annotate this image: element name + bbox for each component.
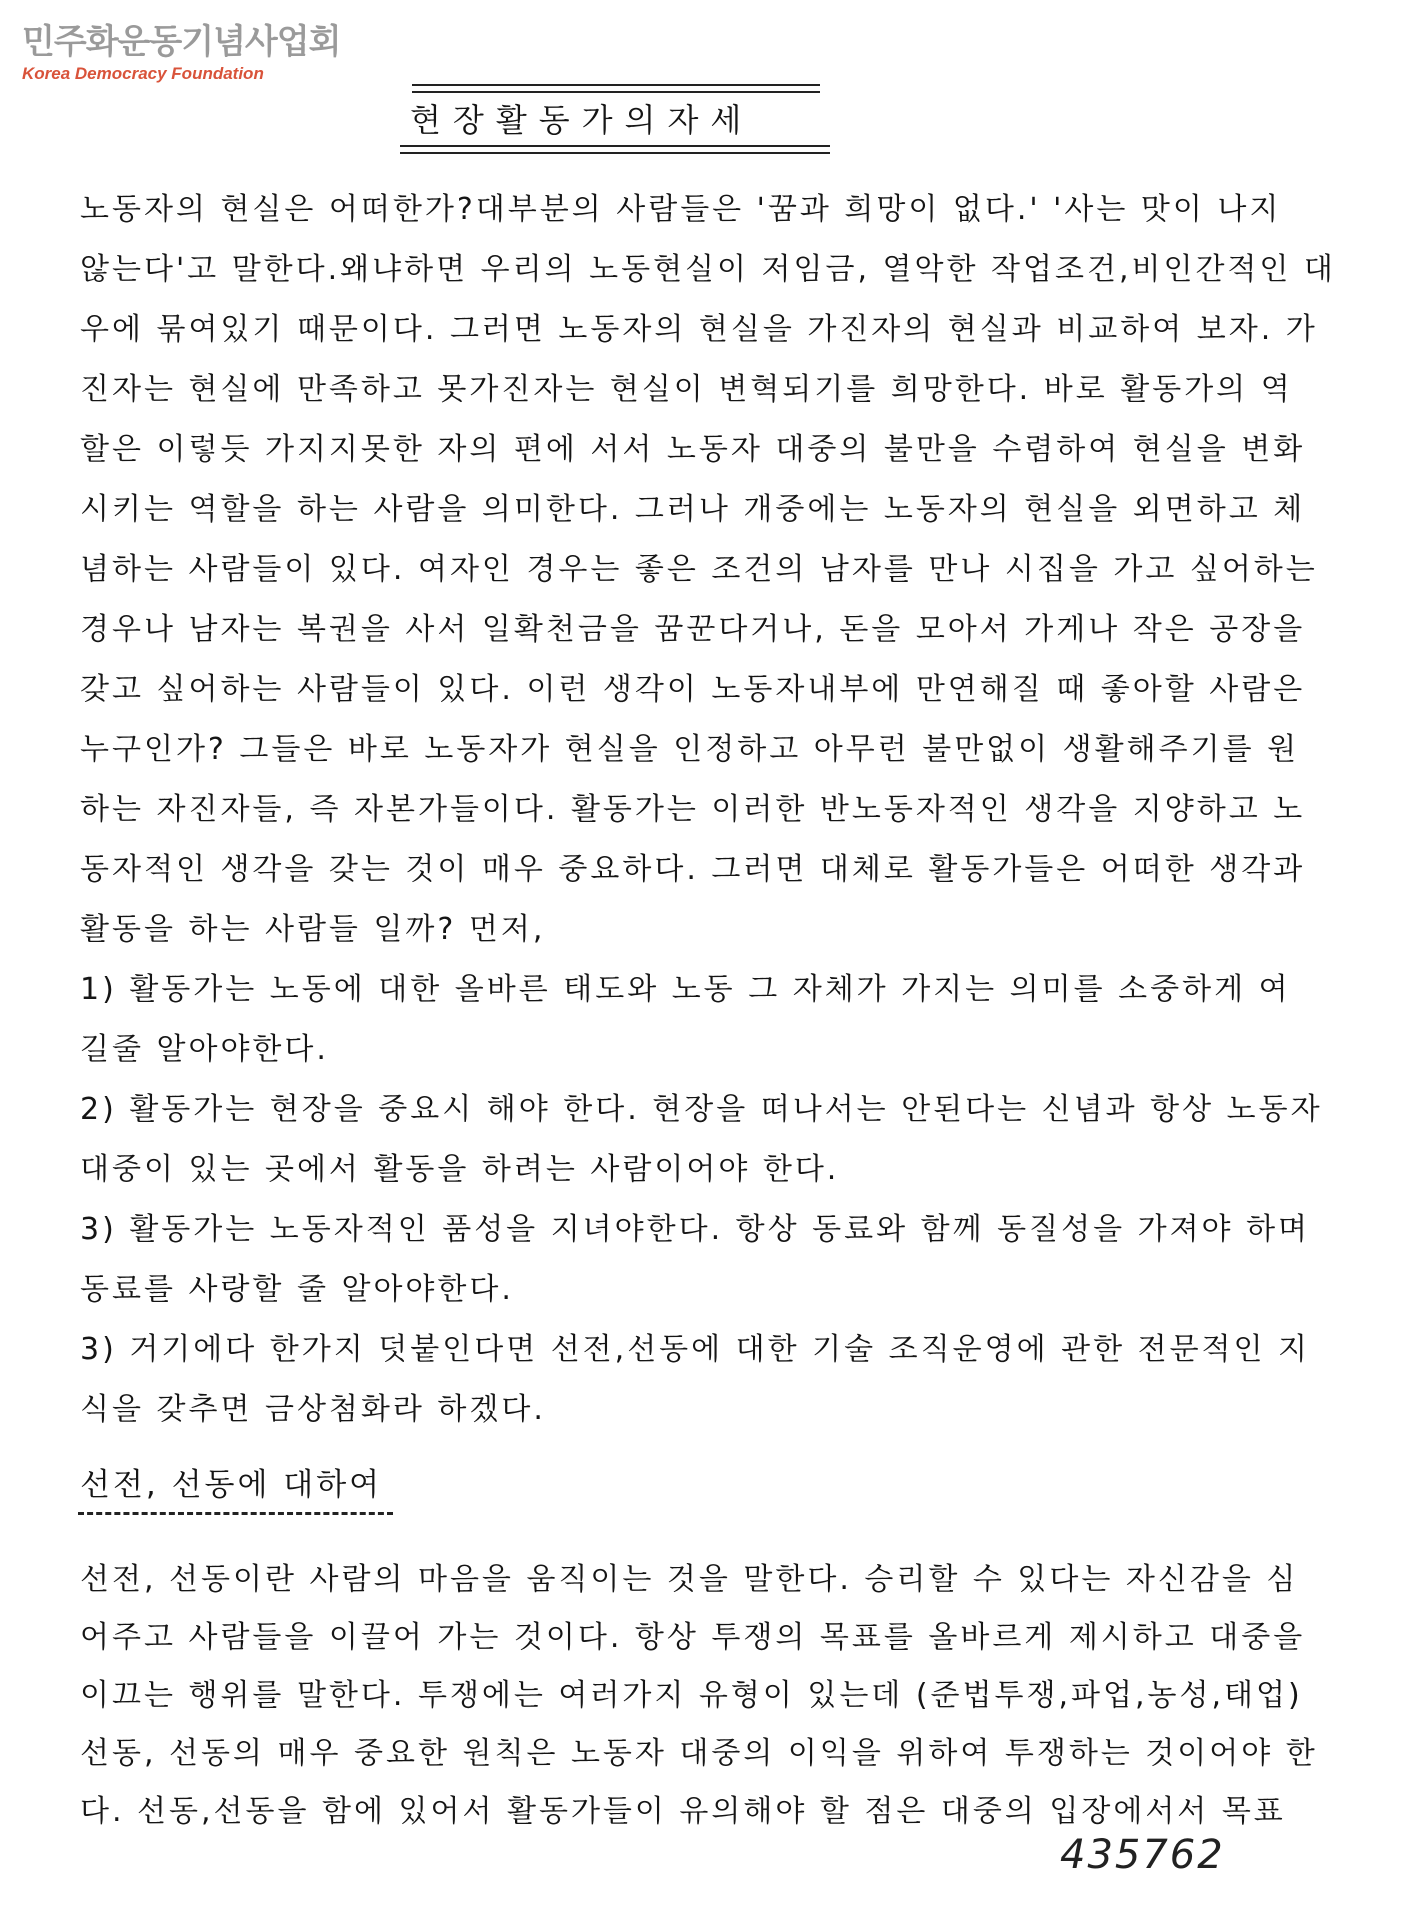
body-line-8: 경우나 남자는 복권을 사서 일확천금을 꿈꾼다거나, 돈을 모아서 가게나 작은 공장을 [80,612,1306,647]
section-line-3: 이끄는 행위를 말한다. 투쟁에는 여러가지 유형이 있는데 (준법투쟁,파업,농성,태업) [80,1678,1303,1713]
section-line-5: 다. 선동,선동을 함에 있어서 활동가들이 유의해야 할 점은 대중의 입장에서서 목표 [80,1794,1286,1829]
body-line-5: 할은 이렇듯 가지지못한 자의 편에 서서 노동자 대중의 불만을 수렴하여 현실을 변화 [80,432,1306,467]
section-heading-underline [78,1512,393,1515]
body-line-1: 노동자의 현실은 어떠한가?대부분의 사람들은 '꿈과 희망이 없다.' '사는 맛이 나지 [80,192,1282,227]
section-line-1: 선전, 선동이란 사람의 마음을 움직이는 것을 말한다. 승리할 수 있다는 자신감을 심 [80,1562,1299,1597]
body-line-19: 동료를 사랑할 줄 알아야한다. [80,1272,514,1307]
body-line-6: 시키는 역할을 하는 사람을 의미한다. 그러나 개중에는 노동자의 현실을 외면하고 체 [80,492,1306,527]
body-line-18: 3) 활동가는 노동자적인 품성을 지녀야한다. 항상 동료와 함께 동질성을 가져야 하며 [80,1212,1311,1247]
body-line-13: 활동을 하는 사람들 일까? 먼저, [80,912,546,947]
body-line-3: 우에 묶여있기 때문이다. 그러면 노동자의 현실을 가진자의 현실과 비교하여 보자. 가 [80,312,1318,347]
body-line-17: 대중이 있는 곳에서 활동을 하려는 사람이어야 한다. [80,1152,840,1187]
watermark-english: Korea Democracy Foundation [22,64,264,83]
document-title: 현장활동가의자세 [410,101,754,139]
body-line-11: 하는 자진자들, 즉 자본가들이다. 활동가는 이러한 반노동자적인 생각을 지양하고 노 [80,792,1306,827]
title-rule-bottom [400,145,830,154]
body-line-7: 념하는 사람들이 있다. 여자인 경우는 좋은 조건의 남자를 만나 시집을 가고 싶어하는 [80,552,1318,587]
section-line-2: 어주고 사람들을 이끌어 가는 것이다. 항상 투쟁의 목표를 올바르게 제시하고 대중을 [80,1620,1306,1655]
foundation-watermark [22,22,340,84]
body-line-2: 않는다'고 말한다.왜냐하면 우리의 노동현실이 저임금, 열악한 작업조건,비인간적인 대 [80,252,1336,287]
body-line-16: 2) 활동가는 현장을 중요시 해야 한다. 현장을 떠나서는 안된다는 신념과 항상 노동자 [80,1092,1323,1127]
body-line-10: 누구인가? 그들은 바로 노동자가 현실을 인정하고 아무런 불만없이 생활해주기를 원 [80,732,1300,767]
body-line-20: 3) 거기에다 한가지 덧붙인다면 선전,선동에 대한 기술 조직운영에 관한 전문적인 지 [80,1332,1311,1367]
body-line-21: 식을 갖추면 금상첨화라 하겠다. [80,1392,546,1427]
title-rule-top [412,84,820,93]
section-heading: 선전, 선동에 대하여 [80,1467,383,1503]
body-line-4: 진자는 현실에 만족하고 못가진자는 현실이 변혁되기를 희망한다. 바로 활동가의 역 [80,372,1293,407]
body-line-12: 동자적인 생각을 갖는 것이 매우 중요하다. 그러면 대체로 활동가들은 어떠한 생각과 [80,852,1306,887]
handwritten-archive-number: 435762 [1060,1832,1225,1878]
section-line-4: 선동, 선동의 매우 중요한 원칙은 노동자 대중의 이익을 위하여 투쟁하는 것이어야 한 [80,1736,1318,1771]
body-line-14: 1) 활동가는 노동에 대한 올바른 태도와 노동 그 자체가 가지는 의미를 소중하게 여 [80,972,1291,1007]
body-line-9: 갖고 싶어하는 사람들이 있다. 이런 생각이 노동자내부에 만연해질 때 좋아할 사람은 [80,672,1306,707]
watermark-korean: 민주화운동기념사업회 [22,22,341,62]
body-line-15: 길줄 알아야한다. [80,1032,329,1067]
